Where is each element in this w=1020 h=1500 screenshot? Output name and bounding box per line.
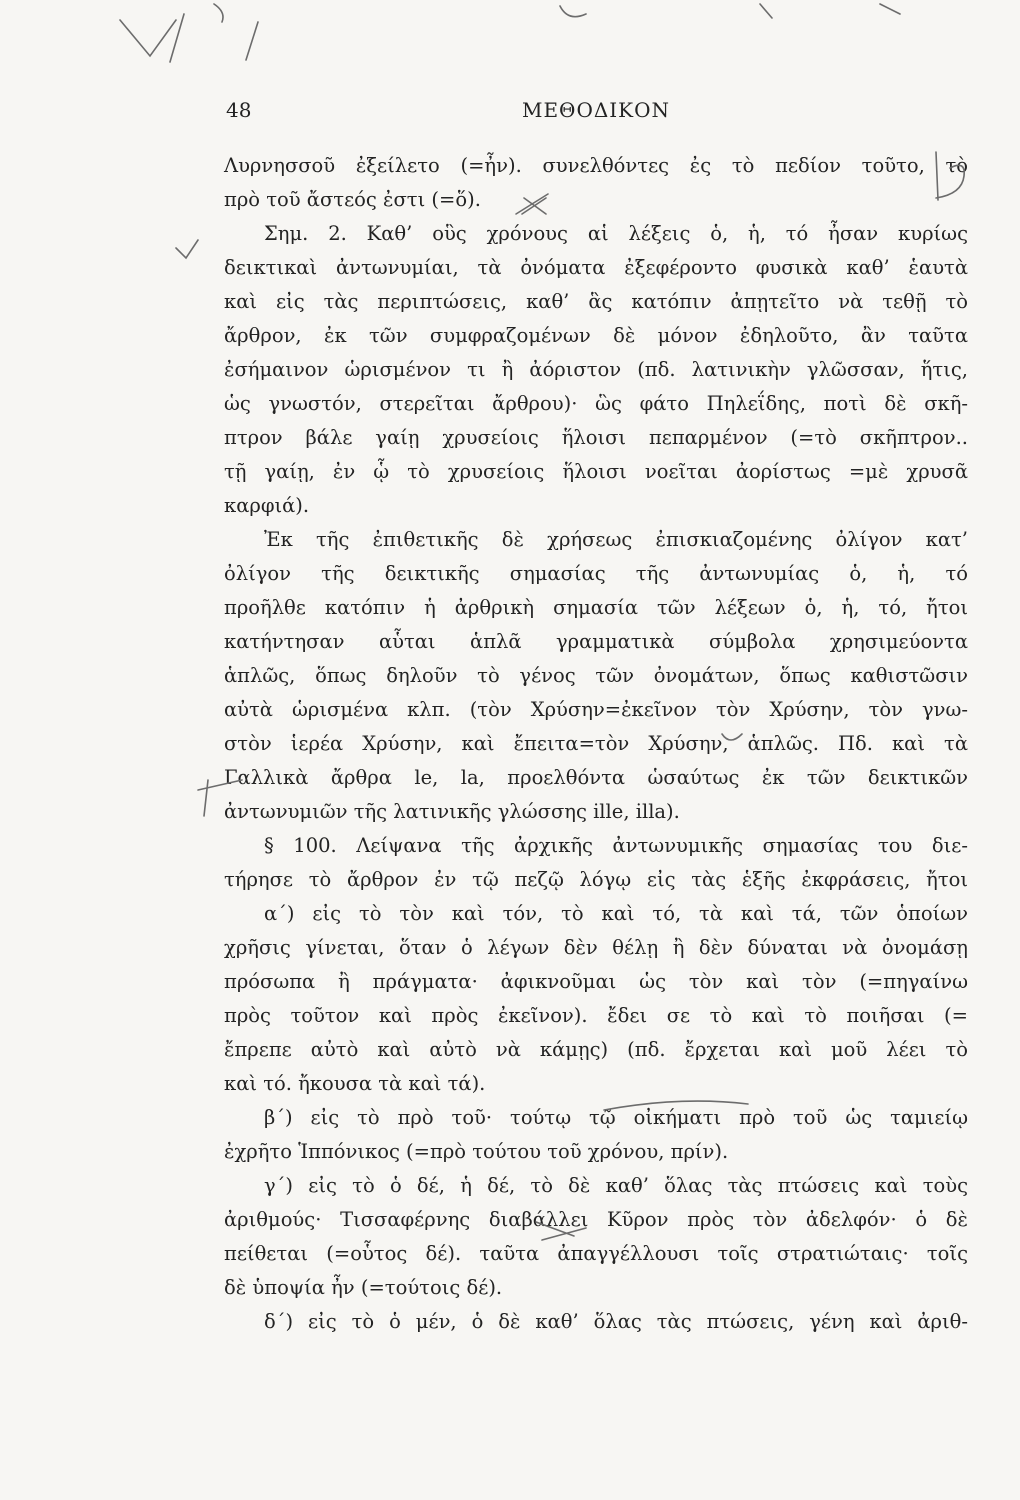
text-line: χρῆσις γίνεται, ὅταν ὁ λέγων δὲν θέλῃ ἢ δὲν δύναται νὰ ὀνομάσῃ: [224, 936, 968, 959]
text-line: ἐχρῆτο Ἱππόνικος (=πρὸ τούτου τοῦ χρόνου, πρίν).: [224, 1140, 729, 1163]
list-item-line: β΄) εἰς τὸ πρὸ τοῦ· τούτῳ τῷ οἰκήματι πρὸ τοῦ ὡς ταμιείῳ: [264, 1106, 968, 1129]
text-line: καὶ εἰς τὰς περιπτώσεις, καθ’ ἃς κατόπιν ἀπῃτεῖτο νὰ τεθῇ τὸ: [224, 290, 968, 313]
page-header: [226, 98, 966, 132]
note-heading-line: Σημ. 2. Καθ’ οὓς χρόνους αἱ λέξεις ὁ, ἡ, τό ἦσαν κυρίως: [264, 222, 968, 245]
text-line: κατήντησαν αὗται ἁπλᾶ γραμματικὰ σύμβολα χρησιμεύοντα: [224, 630, 968, 653]
text-line: ἄρθρον, ἐκ τῶν συμφραζομένων δὲ μόνον ἐδηλοῦτο, ἂν ταῦτα: [224, 324, 968, 347]
text-line: τήρησε τὸ ἄρθρον ἐν τῷ πεζῷ λόγῳ εἰς τὰς ἑξῆς ἐκφράσεις, ἤτοι: [224, 868, 968, 891]
text-line: ὡς γνωστόν, στερεῖται ἄρθρου)· ὣς φάτο Πηλεΐδης, ποτὶ δὲ σκῆ-: [224, 392, 968, 415]
pencil-scribble-top: [560, 4, 900, 18]
text-line: ἀριθμούς· Τισσαφέρνης διαβάλλει Κῦρον πρὸς τὸν ἀδελφόν· ὁ δὲ: [224, 1208, 968, 1231]
text-line: ἔπρεπε αὐτὸ καὶ αὐτὸ νὰ κάμῃς) (πδ. ἔρχεται καὶ μοῦ λέει τὸ: [224, 1038, 968, 1061]
text-line: καρφιά).: [224, 494, 310, 517]
text-line: δεικτικαὶ ἀντωνυμίαι, τὰ ὀνόματα ἐξεφέροντο φυσικὰ καθ’ ἑαυτὰ: [224, 256, 968, 279]
text-line: πείθεται (=οὗτος δέ). ταῦτα ἀπαγγέλλουσι τοῖς στρατιώταις· τοῖς: [224, 1242, 968, 1265]
text-line: καὶ τό. ἤκουσα τὰ καὶ τά).: [224, 1072, 486, 1095]
text-line: πτρον βάλε γαίῃ χρυσείοις ἥλοισι πεπαρμένον (=τὸ σκῆπτρον..: [224, 426, 968, 449]
pencil-scribble-top-left: [120, 4, 258, 62]
section-heading-line: § 100. Λείψανα τῆς ἀρχικῆς ἀντωνυμικῆς σημασίας του διε-: [264, 834, 968, 857]
text-line: πρὸ τοῦ ἄστεός ἐστι (=ὅ).: [224, 188, 481, 211]
list-item-line: γ΄) εἰς τὸ ὁ δέ, ἡ δέ, τὸ δὲ καθ’ ὅλας τὰς πτώσεις καὶ τοὺς: [264, 1174, 968, 1197]
running-title: ΜΕΘΟΔΙΚΟΝ: [521, 98, 671, 122]
text-line: ἐσήμαινον ὡρισμένον τι ἢ ἀόριστον (πδ. λατινικὴν γλῶσσαν, ἥτις,: [224, 358, 968, 381]
text-line: ἁπλῶς, ὅπως δηλοῦν τὸ γένος τῶν ὀνομάτων, ὅπως καθιστῶσιν: [224, 664, 968, 687]
pencil-tick-mark: [176, 240, 198, 258]
text-line: ἀντωνυμιῶν τῆς λατινικῆς γλώσσης ille, illa).: [224, 800, 680, 823]
text-line: πρὸς τοῦτον καὶ πρὸς ἐκεῖνον). ἔδει σε τὸ καὶ τὸ ποιῆσαι (=: [224, 1004, 968, 1027]
text-line: τῇ γαίῃ, ἐν ᾧ τὸ χρυσείοις ἥλοισι νοεῖται ἀορίστως =μὲ χρυσᾶ: [224, 460, 968, 483]
list-item-line: α΄) εἰς τὸ τὸν καὶ τόν, τὸ καὶ τό, τὰ καὶ τά, τῶν ὁποίων: [264, 902, 968, 925]
text-line: Γαλλικὰ ἄρθρα le, la, προελθόντα ὡσαύτως ἐκ τῶν δεικτικῶν: [224, 766, 968, 789]
body-text: [224, 149, 968, 1339]
page-number: 48: [226, 98, 252, 122]
text-line: δὲ ὑποψία ἦν (=τούτοις δέ).: [224, 1276, 503, 1299]
text-line: πρόσωπα ἢ πράγματα· ἀφικνοῦμαι ὡς τὸν καὶ τὸν (=πηγαίνω: [224, 970, 968, 993]
list-item-line: δ΄) εἰς τὸ ὁ μέν, ὁ δὲ καθ’ ὅλας τὰς πτώσεις, γένη καὶ ἀριθ-: [264, 1310, 968, 1333]
text-line: Λυρνησσοῦ ἐξείλετο (=ἦν). συνελθόντες ἐς τὸ πεδίον τοῦτο, τὸ: [224, 154, 968, 177]
text-line: αὐτὰ ὡρισμένα κλπ. (τὸν Χρύσην=ἐκεῖνον τὸν Χρύσην, τὸν γνω-: [224, 698, 968, 721]
text-line: στὸν ἱερέα Χρύσην, καὶ ἔπειτα=τὸν Χρύσην, ἁπλῶς. Πδ. καὶ τὰ: [224, 732, 968, 755]
paragraph-start-line: Ἐκ τῆς ἐπιθετικῆς δὲ χρήσεως ἐπισκιαζομένης ὀλίγον κατ’: [264, 528, 968, 551]
text-line: ὀλίγον τῆς δεικτικῆς σημασίας τῆς ἀντωνυμίας ὁ, ἡ, τό: [224, 562, 968, 585]
text-line: προῆλθε κατόπιν ἡ ἀρθρικὴ σημασία τῶν λέξεων ὁ, ἡ, τό, ἤτοι: [224, 596, 968, 619]
